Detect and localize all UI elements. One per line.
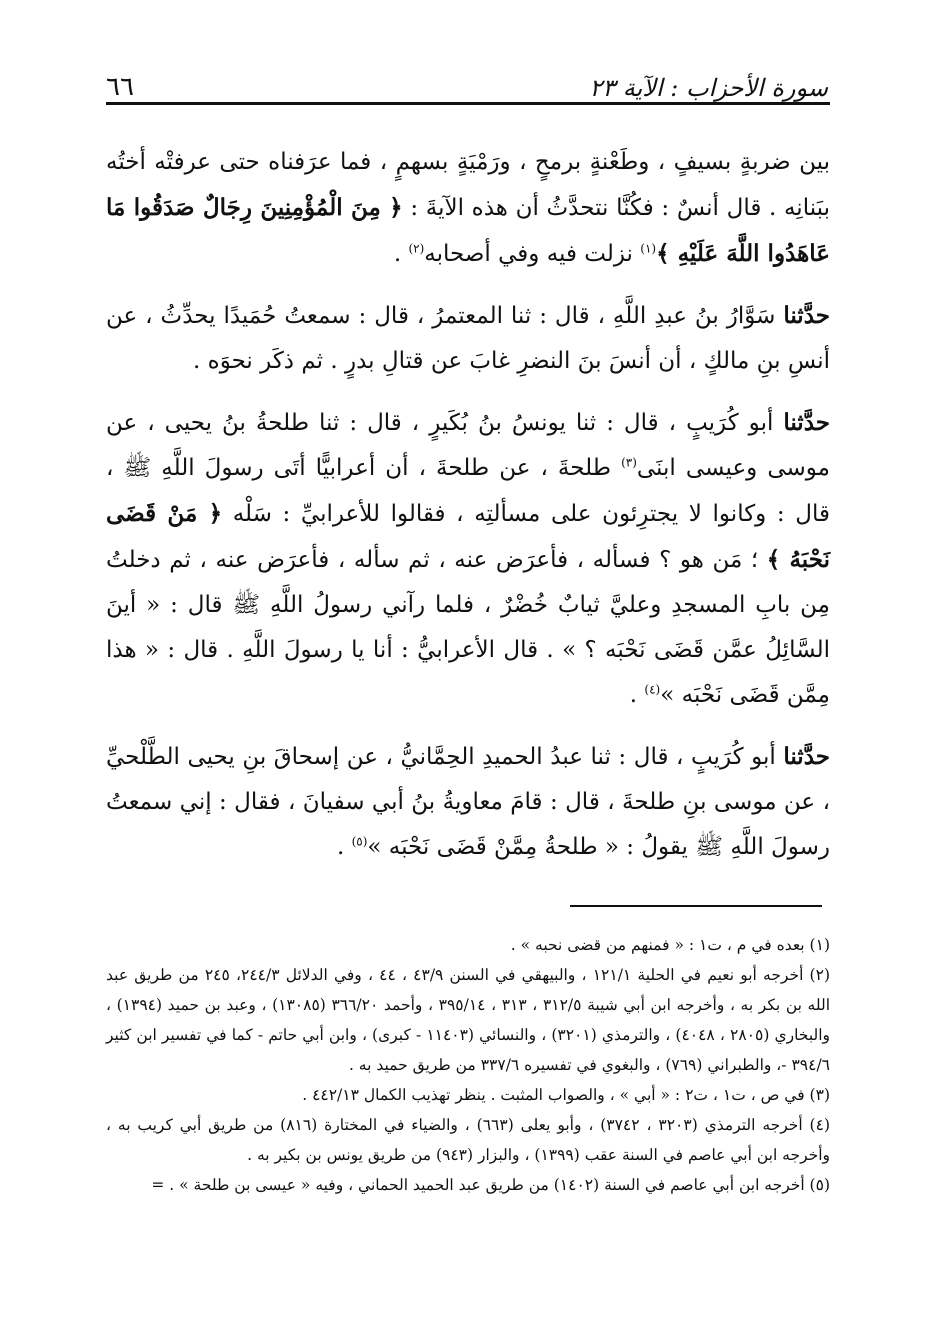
footnote-ref: (٢) [408,241,425,256]
paragraph-lead: حدَّثنا [783,743,830,770]
paragraph-text: . [629,682,645,708]
running-title: سورة الأحزاب : الآية ٢٣ [589,74,828,102]
paragraph-lead: حدَّثنا [783,302,830,329]
paragraph [106,734,830,870]
paragraph-text: طلحةَ ، عن طلحةَ ، أن أعرابيًّا أتَى رسولَ اللَّهِ ﷺ ، قال : وكانوا لا يجترِئون على مسألتِه ، فقالوا للأعرابيِّ : سَلْه [106,455,830,527]
footnote-ref: (٥) [351,834,368,849]
footnote: (١) بعده في م ، ت١ : « فمنهم من قضى نحبه » . [510,936,830,954]
paragraph [106,140,830,277]
footnote-separator [570,905,822,907]
page-header [106,52,828,100]
paragraph-text: . [393,241,409,267]
header-rule [106,102,830,105]
paragraph-text: أبو كُرَيبٍ ، قال : ثنا عبدُ الحميدِ الحِمَّانيُّ ، عن إسحاقَ بنِ يحيى الطَّلْحيِّ ، عن موسى بنِ طلحةَ ، قال : قامَ معاويةُ بنُ أبي سفيانَ ، فقال : إني سمعتُ رسولَ اللَّهِ ﷺ يقولُ : « طلحةُ مِمَّنْ قَضَى نَحْبَه » [106,744,830,860]
footnote: (٥) أخرجه ابن أبي عاصم في السنة (١٤٠٢) من طريق عبد الحميد الحماني ، وفيه « عيسى بن طلحة » . = [151,1176,830,1194]
footnote-ref: (١) [640,241,657,256]
paragraph [106,293,830,384]
main-text [106,140,830,886]
paragraph-text: بين ضربةٍ بسيفٍ ، وطَعْنةٍ برمحٍ ، ورَمْيَةٍ بسهمٍ ، فما عرَفناه حتى عرفتْه أختُه ببَنانِه . قال أنسٌ : فكُنَّا نتحدَّثُ أن هذه الآيةَ : [106,149,830,221]
footnotes [106,930,830,1200]
footnote: (٢) أخرجه أبو نعيم في الحلية ١٢١/١ ، والبيهقي في السنن ٤٣/٩ ، ٤٤ ، وفي الدلائل ٢٤٤/٣، ٢٤٥ من طريق عبد الله بن بكر به ، وأخرجه ابن أبي شيبة ٣١٢/٥ ، ٣١٣ ، ٣٩٥/١٤ ، وأحمد ٣٦٦/٢٠ (١٣٠٨٥) ، وعبد بن حميد (١٣٩٤) ، والبخاري (٢٨٠٥ ، ٤٠٤٨) ، والترمذي (٣٢٠١) ، والنسائي (١١٤٠٣ - كبرى) ، وابن أبي حاتم - كما في تفسير ابن كثير ٣٩٤/٦ -، والطبراني (٧٦٩) ، والبغوي في تفسيره ٣٣٧/٦ من طريق حميد به . [106,966,831,1074]
paragraph-text: أبو كُرَيبٍ ، قال : ثنا يونسُ بنُ بُكَيرٍ ، قال : ثنا طلحةُ بنُ يحيى ، عن موسى وعيسى ابنَى [106,410,830,481]
paragraph-text: ؛ مَن هو ؟ فسأله ، فأعرَض عنه ، ثم سأله ، فأعرَض عنه ، ثم دخلتُ مِن بابِ المسجدِ وعليَّ ثيابٌ خُضْرٌ ، فلما رآني رسولُ اللَّهِ ﷺ قال : « أينَ السَّائِلُ عمَّن قَضَى نَحْبَه ؟ » . قال الأعرابيُّ : أنا يا رسولَ اللَّهِ . قال : « هذا مِمَّن قَضَى نَحْبَه » [106,547,830,708]
paragraph-lead: حدَّثنا [783,409,830,436]
paragraph-text: نزلت فيه وفي أصحابه [424,241,641,267]
footnote-ref: (٤) [644,682,661,697]
quran-verse: ﴿ مَنْ قَضَى نَحْبَهُ ﴾ [106,500,830,573]
paragraph-text: . [336,834,352,860]
footnote: (٣) في ص ، ت١ ، ت٢ : « أبي » ، والصواب المثبت . ينظر تهذيب الكمال ٤٤٢/١٣ . [302,1086,830,1104]
paragraph [106,400,830,718]
footnote: (٤) أخرجه الترمذي (٣٢٠٣ ، ٣٧٤٢) ، وأبو يعلى (٦٦٣) ، والضياء في المختارة (٨١٦) من طريق أبي كريب به ، وأخرجه ابن أبي عاصم في السنة عقب (١٣٩٩) ، والبزار (٩٤٣) من طريق يونس بن بكير به . [106,1116,830,1164]
footnote-ref: (٣) [621,455,637,470]
quran-verse: ﴿ مِنَ الْمُؤْمِنِينَ رِجَالٌ صَدَقُوا مَا عَاهَدُوا اللَّهَ عَلَيْهِ ﴾ [106,194,830,267]
paragraph-text: سَوَّارُ بنُ عبدِ اللَّهِ ، قال : ثنا المعتمرُ ، قال : سمعتُ حُمَيدًا يحدِّثُ ، عن أنسِ بنِ مالكٍ ، أن أنسَ بنَ النضرِ غابَ عن قتالِ بدرٍ . ثم ذكَر نحوَه . [106,303,830,374]
page-number: ٦٦ [106,72,134,102]
